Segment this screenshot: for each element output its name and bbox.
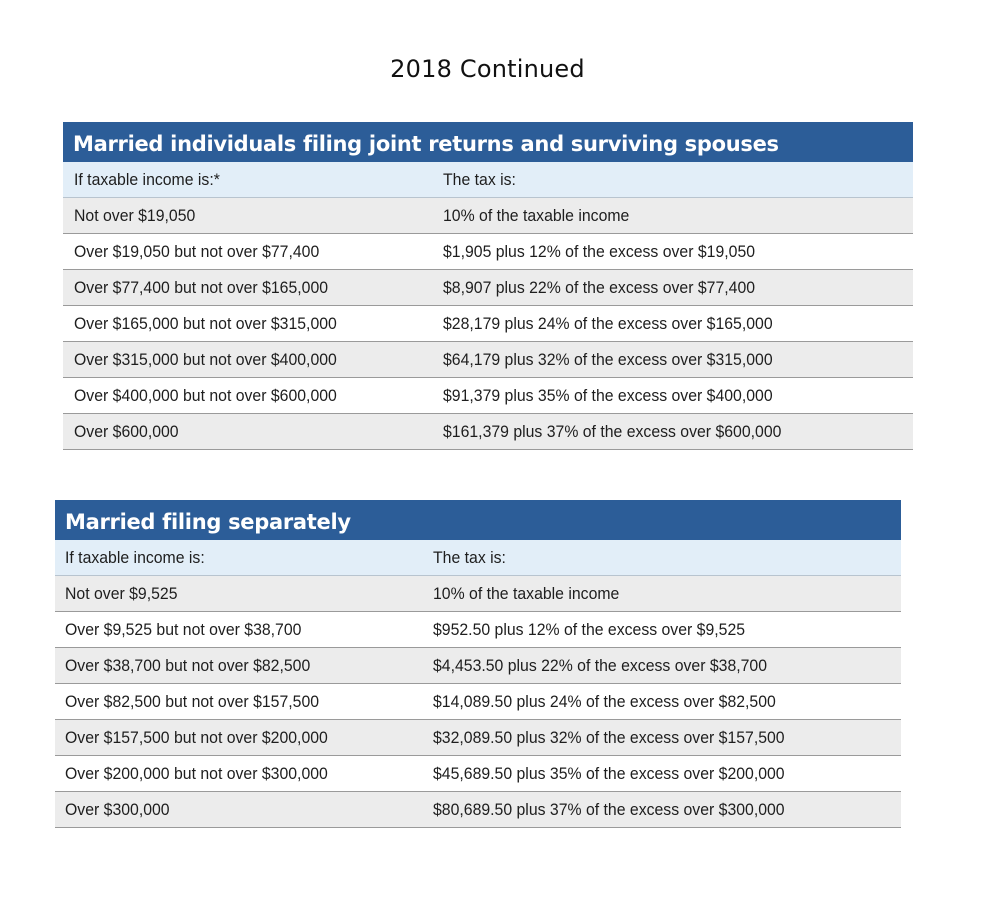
table-row xyxy=(55,612,901,648)
page-title: 2018 Continued xyxy=(390,55,585,83)
table-row xyxy=(63,234,913,270)
table-row xyxy=(55,648,901,684)
tax-cell: 10% of the taxable income xyxy=(433,584,620,603)
column-header-row xyxy=(63,162,913,198)
table-row xyxy=(63,378,913,414)
tax-cell: $91,379 plus 35% of the excess over $400,000 xyxy=(443,386,773,405)
income-cell: Over $165,000 but not over $315,000 xyxy=(74,314,337,333)
tax-cell: $161,379 plus 37% of the excess over $600,000 xyxy=(443,422,782,441)
income-cell: Over $157,500 but not over $200,000 xyxy=(65,728,328,747)
tax-cell: $45,689.50 plus 35% of the excess over $200,000 xyxy=(433,764,785,783)
tax-cell: $4,453.50 plus 22% of the excess over $38,700 xyxy=(433,656,768,675)
income-cell: Over $9,525 but not over $38,700 xyxy=(65,620,302,639)
joint-returns-table xyxy=(63,122,913,450)
tax-cell: $8,907 plus 22% of the excess over $77,400 xyxy=(443,278,756,297)
table-row xyxy=(63,306,913,342)
income-cell: Over $82,500 but not over $157,500 xyxy=(65,692,320,711)
tax-cell: $80,689.50 plus 37% of the excess over $300,000 xyxy=(433,800,785,819)
tax-cell: $1,905 plus 12% of the excess over $19,050 xyxy=(443,242,756,261)
table-row xyxy=(63,342,913,378)
income-cell: Over $300,000 xyxy=(65,800,170,819)
income-cell: Over $77,400 but not over $165,000 xyxy=(74,278,329,297)
income-cell: Over $315,000 but not over $400,000 xyxy=(74,350,337,369)
table-row xyxy=(63,198,913,234)
tax-cell: $952.50 plus 12% of the excess over $9,525 xyxy=(433,620,746,639)
income-cell: Over $19,050 but not over $77,400 xyxy=(74,242,320,261)
tax-cell: $14,089.50 plus 24% of the excess over $82,500 xyxy=(433,692,776,711)
tax-cell: $32,089.50 plus 32% of the excess over $157,500 xyxy=(433,728,785,747)
table-row xyxy=(63,414,913,450)
tax-cell: 10% of the taxable income xyxy=(443,206,630,225)
income-cell: Over $200,000 but not over $300,000 xyxy=(65,764,328,783)
income-column-header: If taxable income is:* xyxy=(74,170,220,189)
separate-returns-table xyxy=(55,500,901,828)
income-cell: Over $38,700 but not over $82,500 xyxy=(65,656,311,675)
table-row xyxy=(55,720,901,756)
tax-cell: $28,179 plus 24% of the excess over $165,000 xyxy=(443,314,773,333)
tax-column-header: The tax is: xyxy=(443,170,516,189)
income-column-header: If taxable income is: xyxy=(65,548,205,567)
table-row xyxy=(55,576,901,612)
column-header-row xyxy=(55,540,901,576)
table-row xyxy=(55,792,901,828)
table-row xyxy=(63,270,913,306)
table-row xyxy=(55,684,901,720)
table-title: Married individuals filing joint returns and surviving spouses xyxy=(63,122,913,162)
tax-column-header: The tax is: xyxy=(433,548,506,567)
table-row xyxy=(55,756,901,792)
tax-cell: $64,179 plus 32% of the excess over $315,000 xyxy=(443,350,773,369)
income-cell: Not over $9,525 xyxy=(65,584,178,603)
income-cell: Not over $19,050 xyxy=(74,206,196,225)
table-title: Married filing separately xyxy=(55,500,901,540)
income-cell: Over $600,000 xyxy=(74,422,179,441)
income-cell: Over $400,000 but not over $600,000 xyxy=(74,386,337,405)
